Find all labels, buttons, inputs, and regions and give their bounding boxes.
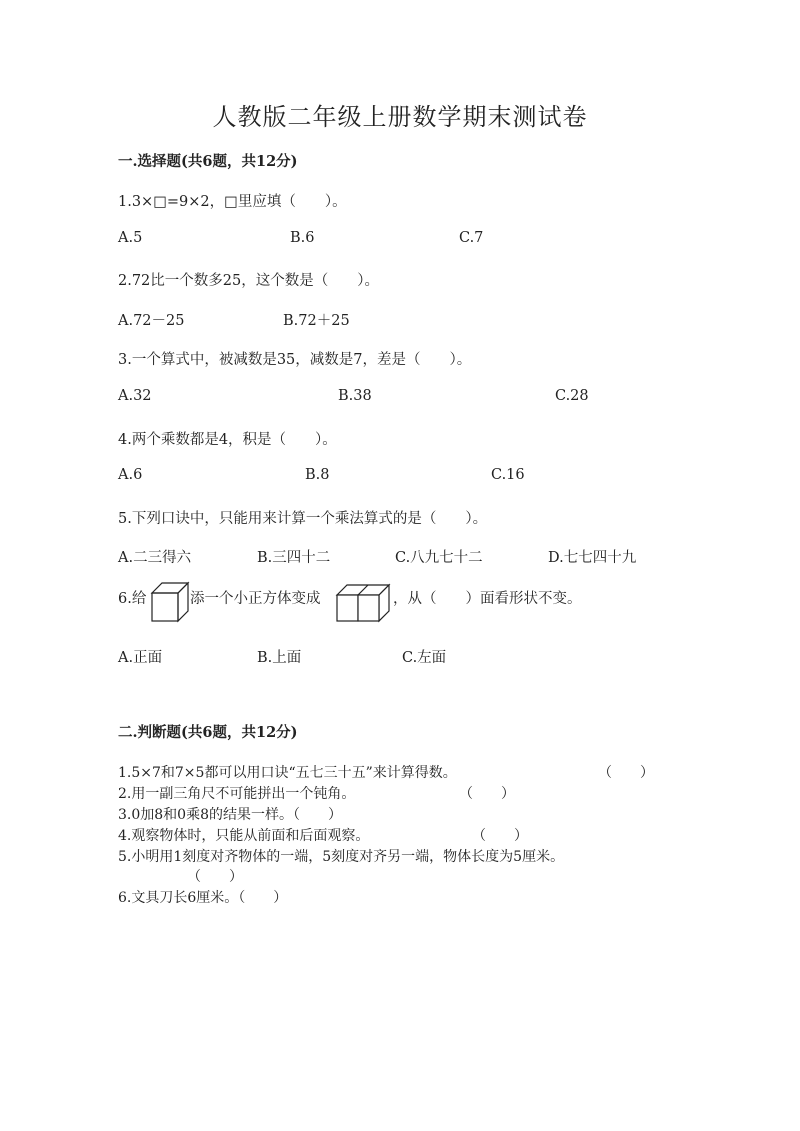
option-6b[interactable]: B.上面 [257,650,302,666]
option-4a[interactable]: A.6 [118,467,143,483]
section-heading-judgment: 二.判断题(共6题，共12分) [118,724,298,741]
option-5b[interactable]: B.三四十二 [257,550,331,566]
question-5: 5.下列口诀中，只能用来计算一个乘法算式的是（ ）。 [118,511,488,527]
option-3a[interactable]: A.32 [118,388,152,404]
answer-blank-5[interactable]: （ ） [187,869,243,885]
judgment-2: 2.用一副三角尺不可能拼出一个钝角。 [118,786,356,802]
option-5a[interactable]: A.二三得六 [118,550,192,566]
question-2: 2.72比一个数多25，这个数是（ ）。 [118,273,379,289]
option-4b[interactable]: B.8 [305,467,330,483]
question-1: 1.3×□=9×2，□里应填（ ）。 [118,194,347,210]
single-cube-figure [150,581,190,623]
section-heading-choice: 一.选择题(共6题，共12分) [118,153,298,170]
question-3: 3.一个算式中，被减数是35，减数是7，差是（ ）。 [118,352,472,368]
judgment-3[interactable]: 3.0加8和0乘8的结果一样。（ ） [118,807,342,823]
judgment-6[interactable]: 6.文具刀长6厘米。（ ） [118,890,288,906]
judgment-1: 1.5×7和7×5都可以用口诀“五七三十五”来计算得数。 [118,765,457,781]
option-1a[interactable]: A.5 [118,230,143,246]
double-cube-figure [335,583,391,623]
option-3c[interactable]: C.28 [555,388,589,404]
judgment-5: 5.小明用1刻度对齐物体的一端，5刻度对齐另一端，物体长度为5厘米。 [118,849,565,865]
option-2b[interactable]: B.72＋25 [283,313,350,329]
question-6-part-2: 添一个小正方体变成 [190,591,321,607]
judgment-4: 4.观察物体时，只能从前面和后面观察。 [118,828,370,844]
page-title: 人教版二年级上册数学期末测试卷 [212,103,588,131]
answer-blank-4[interactable]: （ ） [472,828,528,844]
question-4: 4.两个乘数都是4，积是（ ）。 [118,432,337,448]
question-6-part-1: 6.给 [118,591,147,607]
option-6c[interactable]: C.左面 [402,650,447,666]
option-6a[interactable]: A.正面 [118,650,163,666]
option-1c[interactable]: C.7 [459,230,484,246]
answer-blank-1[interactable]: （ ） [598,765,654,781]
option-3b[interactable]: B.38 [338,388,372,404]
option-2a[interactable]: A.72－25 [118,313,185,329]
question-6-part-3: ，从（ ）面看形状不变。 [393,591,582,607]
option-1b[interactable]: B.6 [290,230,315,246]
option-5d[interactable]: D.七七四十九 [548,550,637,566]
option-5c[interactable]: C.八九七十二 [395,550,483,566]
option-4c[interactable]: C.16 [491,467,525,483]
answer-blank-2[interactable]: （ ） [459,786,515,802]
